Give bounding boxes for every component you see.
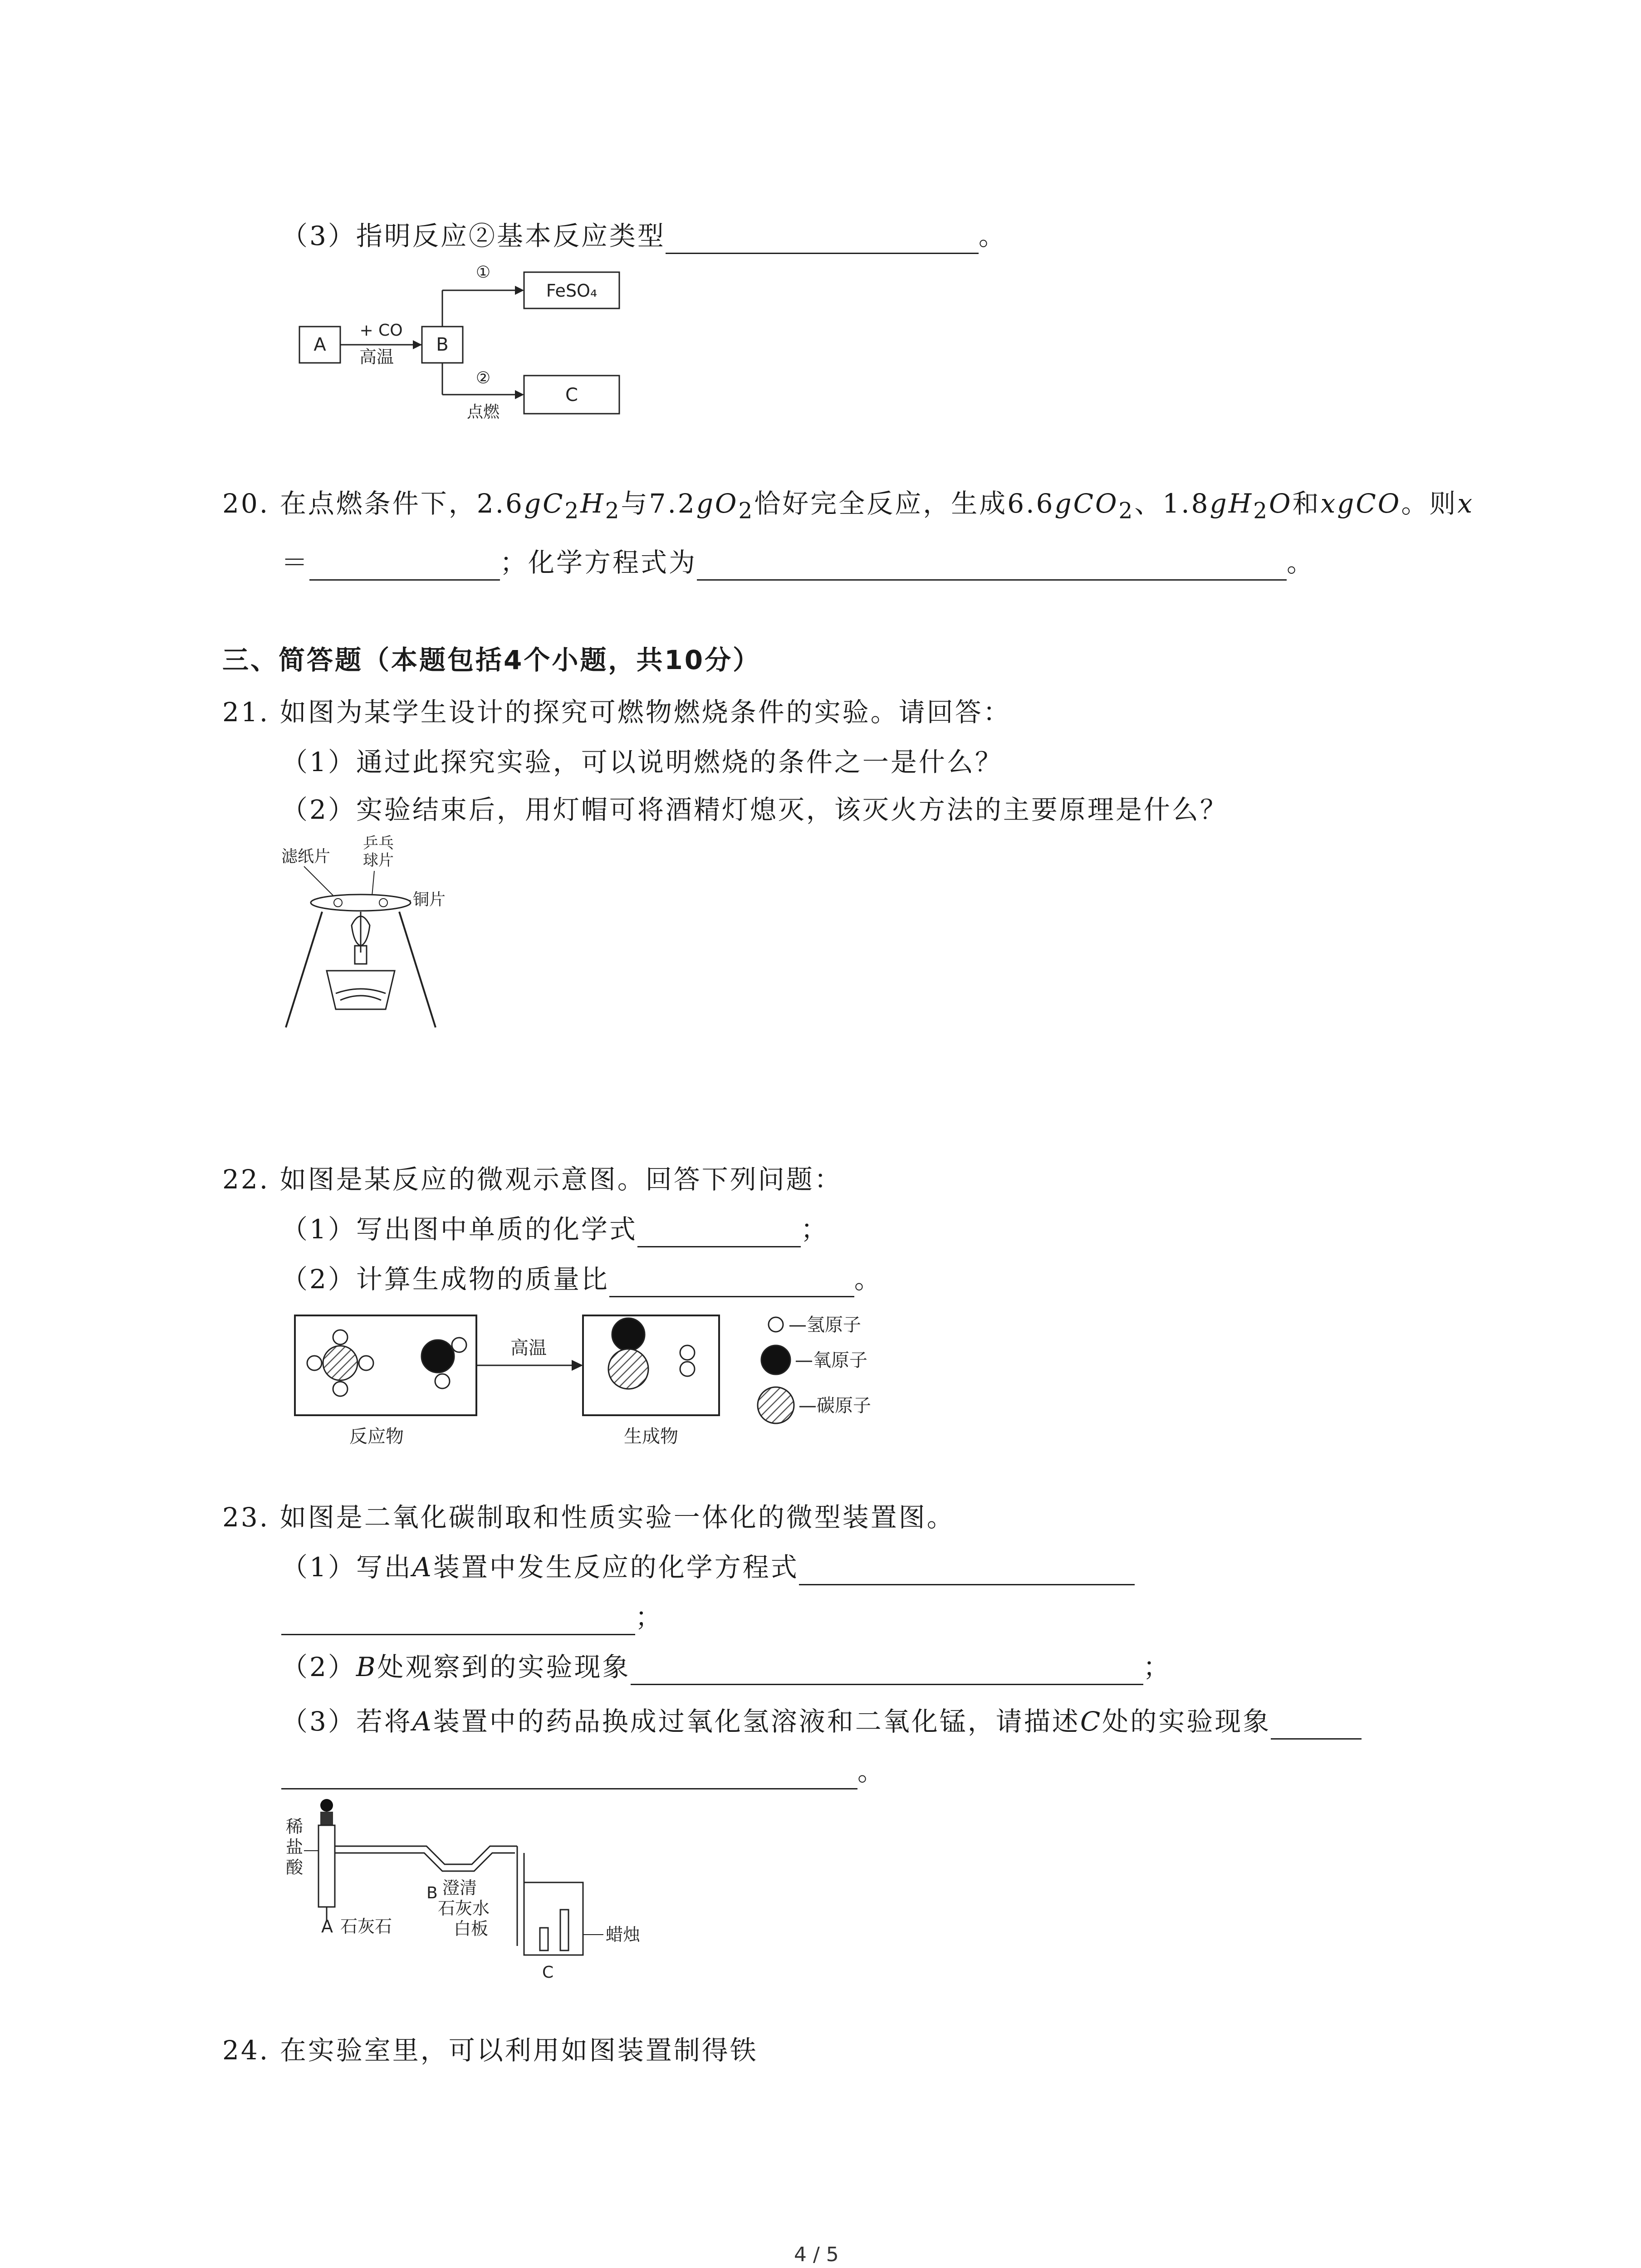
label-copper: 铜片 [413, 890, 446, 909]
page-number: 4 / 5 [794, 2243, 839, 2266]
q20-x-blank[interactable] [309, 554, 500, 581]
label-clear: 澄清 [442, 1878, 477, 1898]
label-B: B [426, 1884, 438, 1902]
q20-sub-d: 2 [1118, 498, 1135, 524]
q20-mid5: 。则 [1401, 488, 1458, 519]
reactant-label: 反应物 [349, 1426, 404, 1447]
q20-line2 [281, 544, 1315, 581]
q22-part2-text: （2）计算生成物的质量比 [281, 1264, 609, 1295]
q23-part3-A: A [412, 1706, 433, 1737]
label-ball-2: 球片 [363, 851, 394, 870]
branch2-num: ② [475, 369, 491, 387]
label-board: 白板 [454, 1919, 489, 1939]
q23-part3-a: （3）若将 [281, 1706, 412, 1737]
q20-g1: gC [524, 488, 565, 519]
q21-stem-text: 如图为某学生设计的探究可燃物燃烧条件的实验。请回答： [279, 697, 1011, 728]
q23-part3-c: 处的实验现象 [1102, 1706, 1271, 1737]
q20-mid: ；化学方程式为 [500, 547, 697, 578]
legend-h-symbol [769, 1317, 783, 1332]
q23-stem [222, 1499, 955, 1535]
q19-part3-end: 。 [978, 220, 1007, 251]
q23-number: 23. [222, 1502, 270, 1533]
arrow-top-label: + CO [359, 321, 403, 340]
q22-stem-text: 如图是某反应的微观示意图。回答下列问题： [279, 1164, 843, 1195]
q20-line1 [222, 485, 1474, 529]
legend-h: —氢原子 [789, 1315, 861, 1335]
q22-part2-blank[interactable] [609, 1271, 854, 1297]
acid-label-1: 稀 [286, 1817, 304, 1837]
q24-number: 24. [222, 2035, 270, 2066]
q22-part1-end: ； [800, 1214, 829, 1245]
q23-part2-a: （2） [281, 1652, 356, 1682]
q22-stem [222, 1161, 843, 1198]
q21-part1: （1）通过此探究实验，可以说明燃烧的条件之一是什么？ [281, 747, 1003, 777]
q20-sub-b: 2 [605, 498, 621, 524]
q20-o: O [1269, 488, 1293, 519]
q23-part1-a: （1）写出 [281, 1552, 412, 1583]
q24-stem-text: 在实验室里，可以利用如图装置制得铁 [279, 2035, 758, 2066]
q22-part1-text: （1）写出图中单质的化学式 [281, 1214, 637, 1245]
branch2-cond: 点燃 [466, 403, 500, 421]
q23-part3-C: C [1080, 1706, 1102, 1737]
q20-sub-c: 2 [738, 498, 754, 524]
q21-part2: （2）实验结束后，用灯帽可将酒精灯熄灭，该灭火方法的主要原理是什么？ [281, 794, 1228, 825]
q23-part1-blank-2[interactable] [281, 1608, 635, 1635]
q24-stem [222, 2032, 758, 2068]
label-limestone: 石灰石 [340, 1916, 392, 1936]
q23-stem-text: 如图是二氧化碳制取和性质实验一体化的微型装置图。 [279, 1502, 955, 1533]
legend-o: —氧原子 [795, 1350, 867, 1371]
q23-part3-b: 装置中的药品换成过氧化氢溶液和二氧化锰，请描述 [433, 1706, 1080, 1737]
label-A: A [321, 1916, 333, 1936]
q23-part2-B: B [356, 1652, 377, 1682]
label-ball-1: 乒乓 [363, 835, 394, 852]
q23-part1-blank-1[interactable] [799, 1559, 1135, 1585]
q20-text-a: 在点燃条件下，2.6 [279, 488, 524, 519]
acid-label-3: 酸 [286, 1857, 304, 1877]
label-C: C [542, 1963, 554, 1982]
q20-xgco: xgCO [1320, 488, 1401, 519]
q20-gco: gCO [1054, 488, 1119, 519]
legend-o-symbol [761, 1345, 790, 1374]
product-label: 生成物 [624, 1426, 678, 1447]
label-filter-paper: 滤纸片 [281, 847, 331, 866]
legend-c: —碳原子 [798, 1395, 871, 1416]
q21-stem [222, 694, 1011, 730]
q20-gh: gH [1210, 488, 1254, 519]
q23-part3-cont [281, 1753, 886, 1789]
q23-part1 [281, 1549, 1135, 1585]
product-box [583, 1315, 719, 1415]
label-candle: 蜡烛 [606, 1925, 641, 1945]
q23-part3-blank-1[interactable] [1271, 1713, 1362, 1740]
q20-go: gO [696, 488, 739, 519]
q22-part1 [281, 1211, 829, 1247]
acid-label-2: 盐 [286, 1837, 304, 1857]
q20-sub-a: 2 [564, 498, 581, 524]
label-limewater: 石灰水 [438, 1898, 490, 1918]
branch1-num: ① [475, 263, 491, 282]
q20-eq: ＝ [281, 547, 310, 578]
q23-part1-A: A [412, 1552, 433, 1583]
q23-part3-end: 。 [857, 1756, 886, 1787]
q23-part2-b: 处观察到的实验现象 [377, 1652, 631, 1682]
legend-c-symbol [758, 1387, 794, 1423]
q20-sub-e: 2 [1253, 498, 1269, 524]
box-c-label: C [565, 385, 578, 406]
q23-part3 [281, 1703, 1362, 1740]
q19-reaction-diagram [281, 254, 626, 435]
condition-label: 高温 [510, 1338, 547, 1359]
q23-part2-end: ； [1143, 1652, 1171, 1682]
q19-part3-blank[interactable] [666, 227, 979, 254]
q20-equation-blank[interactable] [697, 554, 1287, 581]
q20-mid2: 恰好完全反应，生成6.6 [754, 488, 1055, 519]
q19-part3-text: （3）指明反应②基本反应类型 [281, 220, 666, 251]
arrow-bottom-label: 高温 [359, 347, 394, 367]
q20-x: x [1457, 488, 1474, 519]
q21-number: 21. [222, 697, 270, 728]
q23-apparatus [277, 1796, 667, 1987]
q22-part1-blank[interactable] [637, 1221, 801, 1247]
q23-part2 [281, 1649, 1171, 1685]
q20-mid4: 和 [1292, 488, 1321, 519]
q23-part1-cont [281, 1599, 663, 1635]
q22-part2-end: 。 [854, 1264, 882, 1295]
box-a-label: A [314, 334, 326, 355]
q23-part3-blank-2[interactable] [281, 1763, 857, 1789]
q20-end: 。 [1287, 547, 1315, 578]
q20-mid1: 与7.2 [621, 488, 696, 519]
box-feso4-label: FeSO₄ [546, 281, 598, 301]
q21-apparatus [277, 835, 485, 1034]
q20-h: H [580, 488, 605, 519]
q20-mid3: 、1.8 [1134, 488, 1210, 519]
q22-number: 22. [222, 1164, 270, 1195]
section3-title: 三、简答题（本题包括4个小题，共10分） [222, 645, 761, 675]
q23-part1-end: ； [635, 1602, 664, 1633]
q22-micro-diagram [286, 1306, 921, 1456]
q22-part2 [281, 1261, 882, 1297]
q19-part3 [281, 218, 1007, 254]
q23-part1-b: 装置中发生反应的化学方程式 [433, 1552, 799, 1583]
box-b-label: B [436, 334, 449, 355]
q23-part2-blank[interactable] [631, 1658, 1143, 1685]
q20-number: 20. [222, 488, 270, 519]
